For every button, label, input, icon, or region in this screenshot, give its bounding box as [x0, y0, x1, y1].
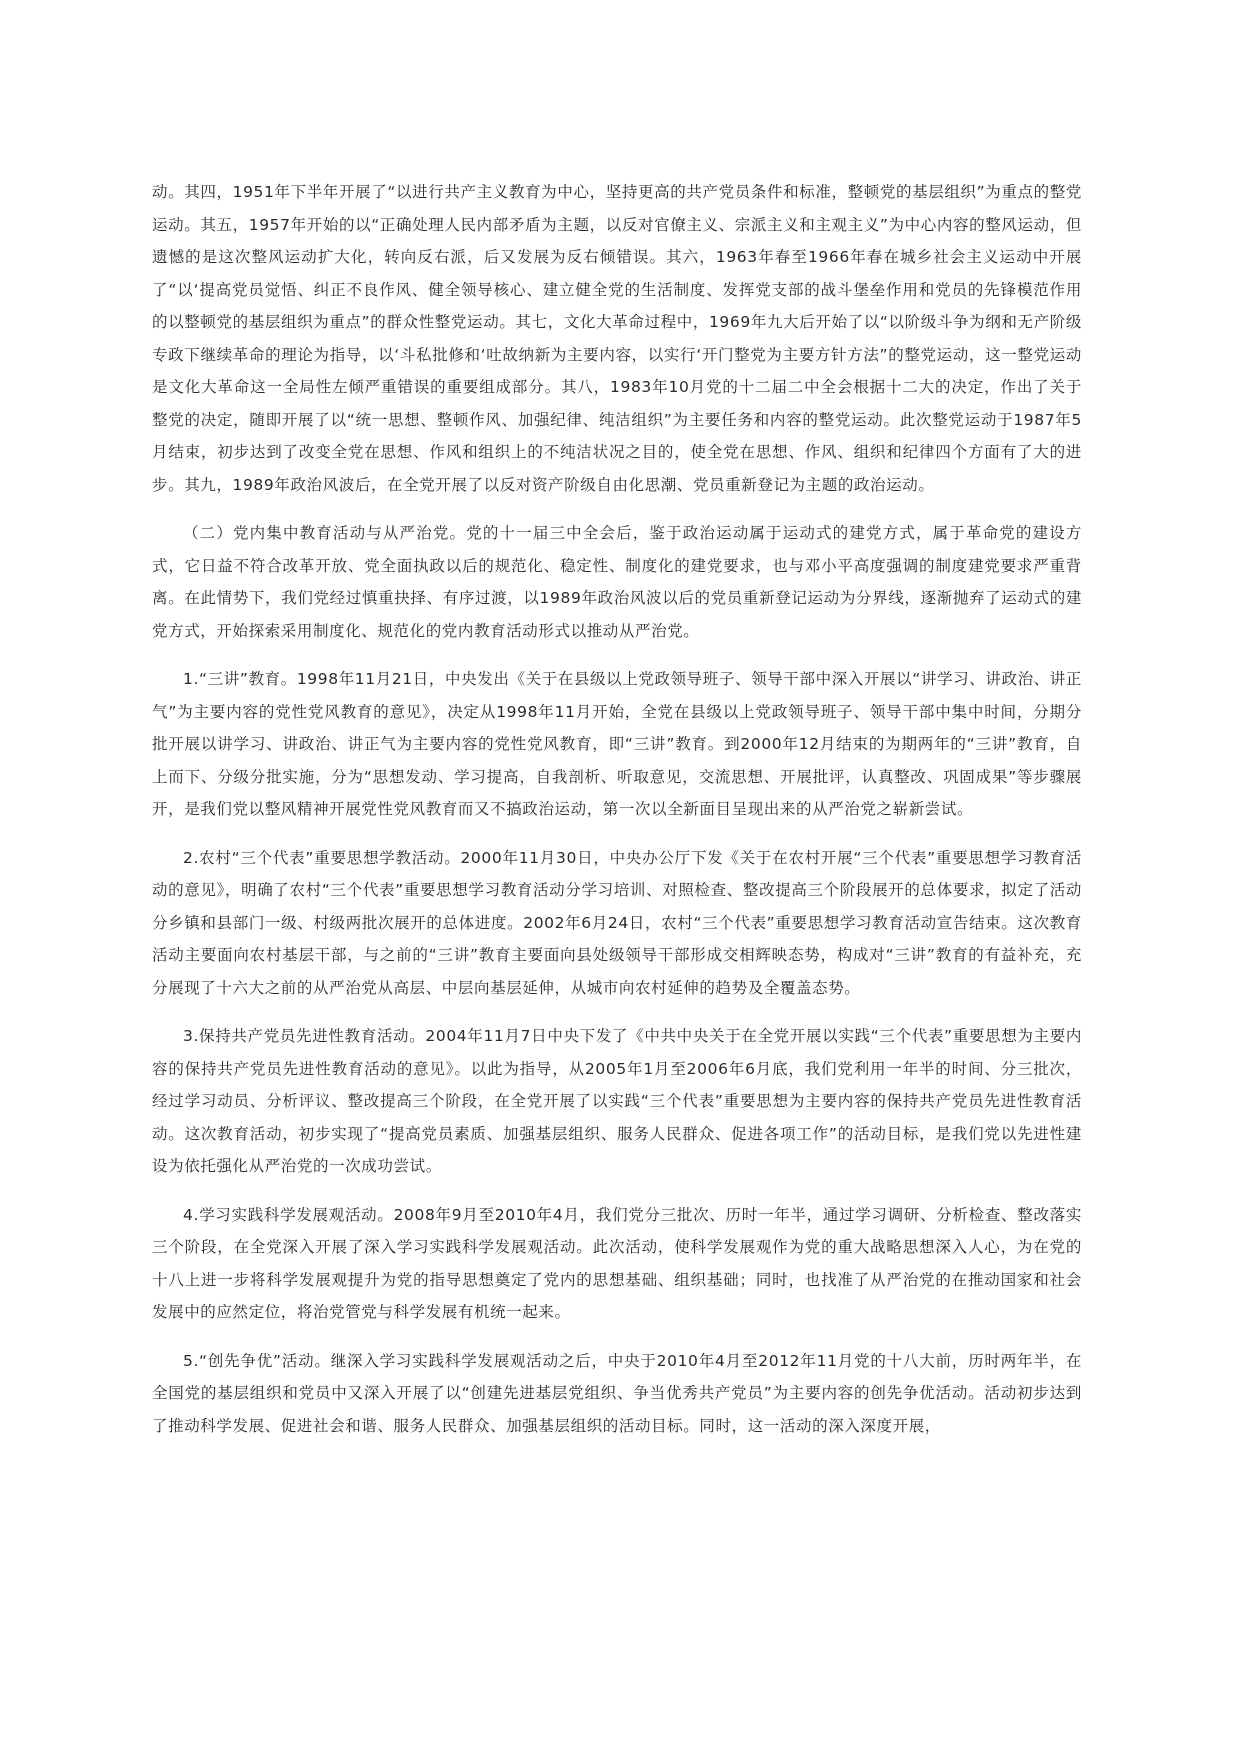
paragraph-item-5: 5.“创先争优”活动。继深入学习实践科学发展观活动之后，中央于2010年4月至2012年11月党的十八大前，历时两年半，在全国党的基层组织和党员中又深入开展了以“创建先进基层党组织、争当优秀共产党员”为主要内容的创先争优活动。活动初步达到了推动科学发展、促进社会和谐、服务人民群众、加强基层组织的活动目标。同时，这一活动的深入深度开展， [152, 1351, 1082, 1435]
document-body [152, 176, 1082, 1458]
paragraph-item-1: 1.“三讲”教育。1998年11月21日，中央发出《关于在县级以上党政领导班子、领导干部中深入开展以“讲学习、讲政治、讲正气”为主要内容的党性党风教育的意见》，决定从1998年11月开始，全党在县级以上党政领导班子、领导干部中集中时间，分期分批开展以讲学习、讲政治、讲正气为主要内容的党性党风教育，即“三讲”教育。到2000年12月结束的为期两年的“三讲”教育，自上而下、分级分批实施，分为“思想发动、学习提高，自我剖析、听取意见，交流思想、开展批评，认真整改、巩固成果”等步骤展开，是我们党以整风精神开展党性党风教育而又不搞政治运动，第一次以全新面目呈现出来的从严治党之崭新尝试。 [152, 670, 1082, 818]
paragraph-item-3: 3.保持共产党员先进性教育活动。2004年11月7日中央下发了《中共中央关于在全党开展以实践“三个代表”重要思想为主要内容的保持共产党员先进性教育活动的意见》。以此为指导，从2005年1月至2006年6月底，我们党利用一年半的时间、分三批次，经过学习动员、分析评议、整改提高三个阶段，在全党开展了以实践“三个代表”重要思想为主要内容的保持共产党员先进性教育活动。这次教育活动，初步实现了“提高党员素质、加强基层组织、服务人民群众、促进各项工作”的活动目标，是我们党以先进性建设为依托强化从严治党的一次成功尝试。 [152, 1027, 1082, 1175]
paragraph-item-2: 2.农村“三个代表”重要思想学教活动。2000年11月30日，中央办公厅下发《关于在农村开展“三个代表”重要思想学习教育活动的意见》，明确了农村“三个代表”重要思想学习教育活动分学习培训、对照检查、整改提高三个阶段展开的总体要求，拟定了活动分乡镇和县部门一级、村级两批次展开的总体进度。2002年6月24日，农村“三个代表”重要思想学习教育活动宣告结束。这次教育活动主要面向农村基层干部，与之前的“三讲”教育主要面向县处级领导干部形成交相辉映态势，构成对“三讲”教育的有益补充，充分展现了十六大之前的从严治党从高层、中层向基层延伸，从城市向农村延伸的趋势及全覆盖态势。 [152, 848, 1082, 997]
paragraph-continuation: 动。其四，1951年下半年开展了“以进行共产主义教育为中心，坚持更高的共产党员条件和标准，整顿党的基层组织”为重点的整党运动。其五，1957年开始的以“正确处理人民内部矛盾为主题，以反对官僚主义、宗派主义和主观主义”为中心内容的整风运动，但遗憾的是这次整风运动扩大化，转向反右派，后又发展为反右倾错误。其六，1963年春至1966年春在城乡社会主义运动中开展了“以‘提高党员觉悟、纠正不良作风、健全领导核心、建立健全党的生活制度、发挥党支部的战斗堡垒作用和党员的先锋模范作用的以整顿党的基层组织为重点”的群众性整党运动。其七，文化大革命过程中，1969年九大后开始了以“以阶级斗争为纲和无产阶级专政下继续革命的理论为指导，以‘斗私批修和‘吐故纳新为主要内容，以实行‘开门整党为主要方针方法”的整党运动，这一整党运动是文化大革命这一全局性左倾严重错误的重要组成部分。其八，1983年10月党的十二届二中全会根据十二大的决定，作出了关于整党的决定，随即开展了以“统一思想、整顿作风、加强纪律、纯洁组织”为主要任务和内容的整党运动。此次整党运动于1987年5月结束，初步达到了改变全党在思想、作风和组织上的不纯洁状况之目的，使全党在思想、作风、组织和纪律四个方面有了大的进步。其九，1989年政治风波后，在全党开展了以反对资产阶级自由化思潮、党员重新登记为主题的政治运动。 [152, 183, 1082, 494]
paragraph-section-two: （二）党内集中教育活动与从严治党。党的十一届三中全会后，鉴于政治运动属于运动式的建党方式，属于革命党的建设方式，它日益不符合改革开放、党全面执政以后的规范化、稳定性、制度化的建党要求，也与邓小平高度强调的制度建党要求严重背离。在此情势下，我们党经过慎重抉择、有序过渡，以1989年政治风波以后的党员重新登记运动为分界线，逐渐抛弃了运动式的建党方式，开始探索采用制度化、规范化的党内教育活动形式以推动从严治党。 [152, 524, 1082, 640]
paragraph-item-4: 4.学习实践科学发展观活动。2008年9月至2010年4月，我们党分三批次、历时一年半，通过学习调研、分析检查、整改落实三个阶段，在全党深入开展了深入学习实践科学发展观活动。此次活动，使科学发展观作为党的重大战略思想深入人心，为在党的十八上进一步将科学发展观提升为党的指导思想奠定了党内的思想基础、组织基础；同时，也找准了从严治党的在推动国家和社会发展中的应然定位，将治党管党与科学发展有机统一起来。 [152, 1205, 1082, 1321]
